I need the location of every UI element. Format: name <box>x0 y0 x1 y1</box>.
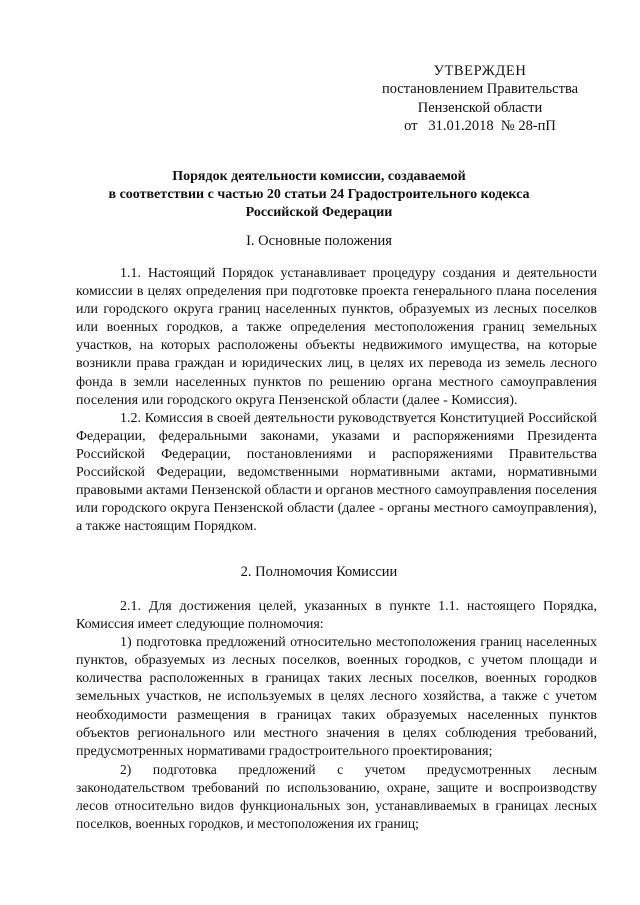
paragraph-2-1-item-2: 2) подготовка предложений с учетом предусмотренных лесным законодательством требований по использованию, охране, защите и воспроизводству лесов относительно видов функциональных зон, устанавливаемых в границах лесных поселков, военных городков, и местоположения их границ; <box>76 761 597 832</box>
document-title <box>70 168 568 222</box>
paragraph-1-1: 1.1. Настоящий Порядок устанавливает процедуру создания и деятельности комиссии в целях определения при подготовке проекта генерального плана поселения или городского округа границ населенных пунктов, образуемых из лесных поселков или военных городков, а также определения местоположения границ земельных участков, на которых расположены объекты недвижимого имущества, на которые возникли права граждан и юридических лиц, в целях их перевода из земель лесного фонда в земли населенных пунктов по решению органа местного самоуправления поселения или городского округа Пензенской области (далее - Комиссия). <box>76 266 597 408</box>
title-line-3: Российской Федерации <box>245 205 393 220</box>
section-1-heading: I. Основные положения <box>246 233 392 249</box>
title-line-1: Порядок деятельности комиссии, создаваемой <box>172 169 466 184</box>
approval-stamp <box>380 62 580 136</box>
approval-issuer: постановлением Правительства <box>381 81 579 98</box>
title-line-2: в соответствии с частью 20 статьи 24 Градостроительного кодекса <box>108 187 530 202</box>
section-2-heading: 2. Полномочия Комиссии <box>240 564 398 580</box>
approval-heading: УТВЕРЖДЕН <box>433 63 527 79</box>
approval-region: Пензенской области <box>417 99 543 116</box>
paragraph-2-1-item-1: 1) подготовка предложений относительно местоположения границ населенных пунктов, образуемых из лесных поселков, военных городков, с учетом площади и количества расположенных в границах таких лесных поселков, военных городков земельных участков, не используемых в целях лесного хозяйства, а также с учетом необходимости размещения в границах таких образуемых населенных пунктов объектов регионального или местного значения в целях соблюдения требований, предусмотренных нормативами градостроительного проектирования; <box>76 635 597 759</box>
approval-date-number: от 31.01.2018 № 28-пП <box>404 118 556 135</box>
section-2-body <box>76 598 597 833</box>
paragraph-1-2: 1.2. Комиссия в своей деятельности руководствуется Конституцией Российской Федерации, федеральными законами, указами и распоряжениями Президента Российской Федерации, постановлениями и распоряжениями Правительства Российской Федерации, ведомственными нормативными актами, нормативными правовыми актами Пензенской области и органов местного самоуправления поселения или городского округа Пензенской области (далее - органы местного самоуправления), а также настоящим Порядком. <box>76 410 597 535</box>
section-1-body <box>76 265 597 536</box>
paragraph-2-1: 2.1. Для достижения целей, указанных в пункте 1.1. настоящего Порядка, Комиссия имеет следующие полномочия: <box>76 599 597 633</box>
